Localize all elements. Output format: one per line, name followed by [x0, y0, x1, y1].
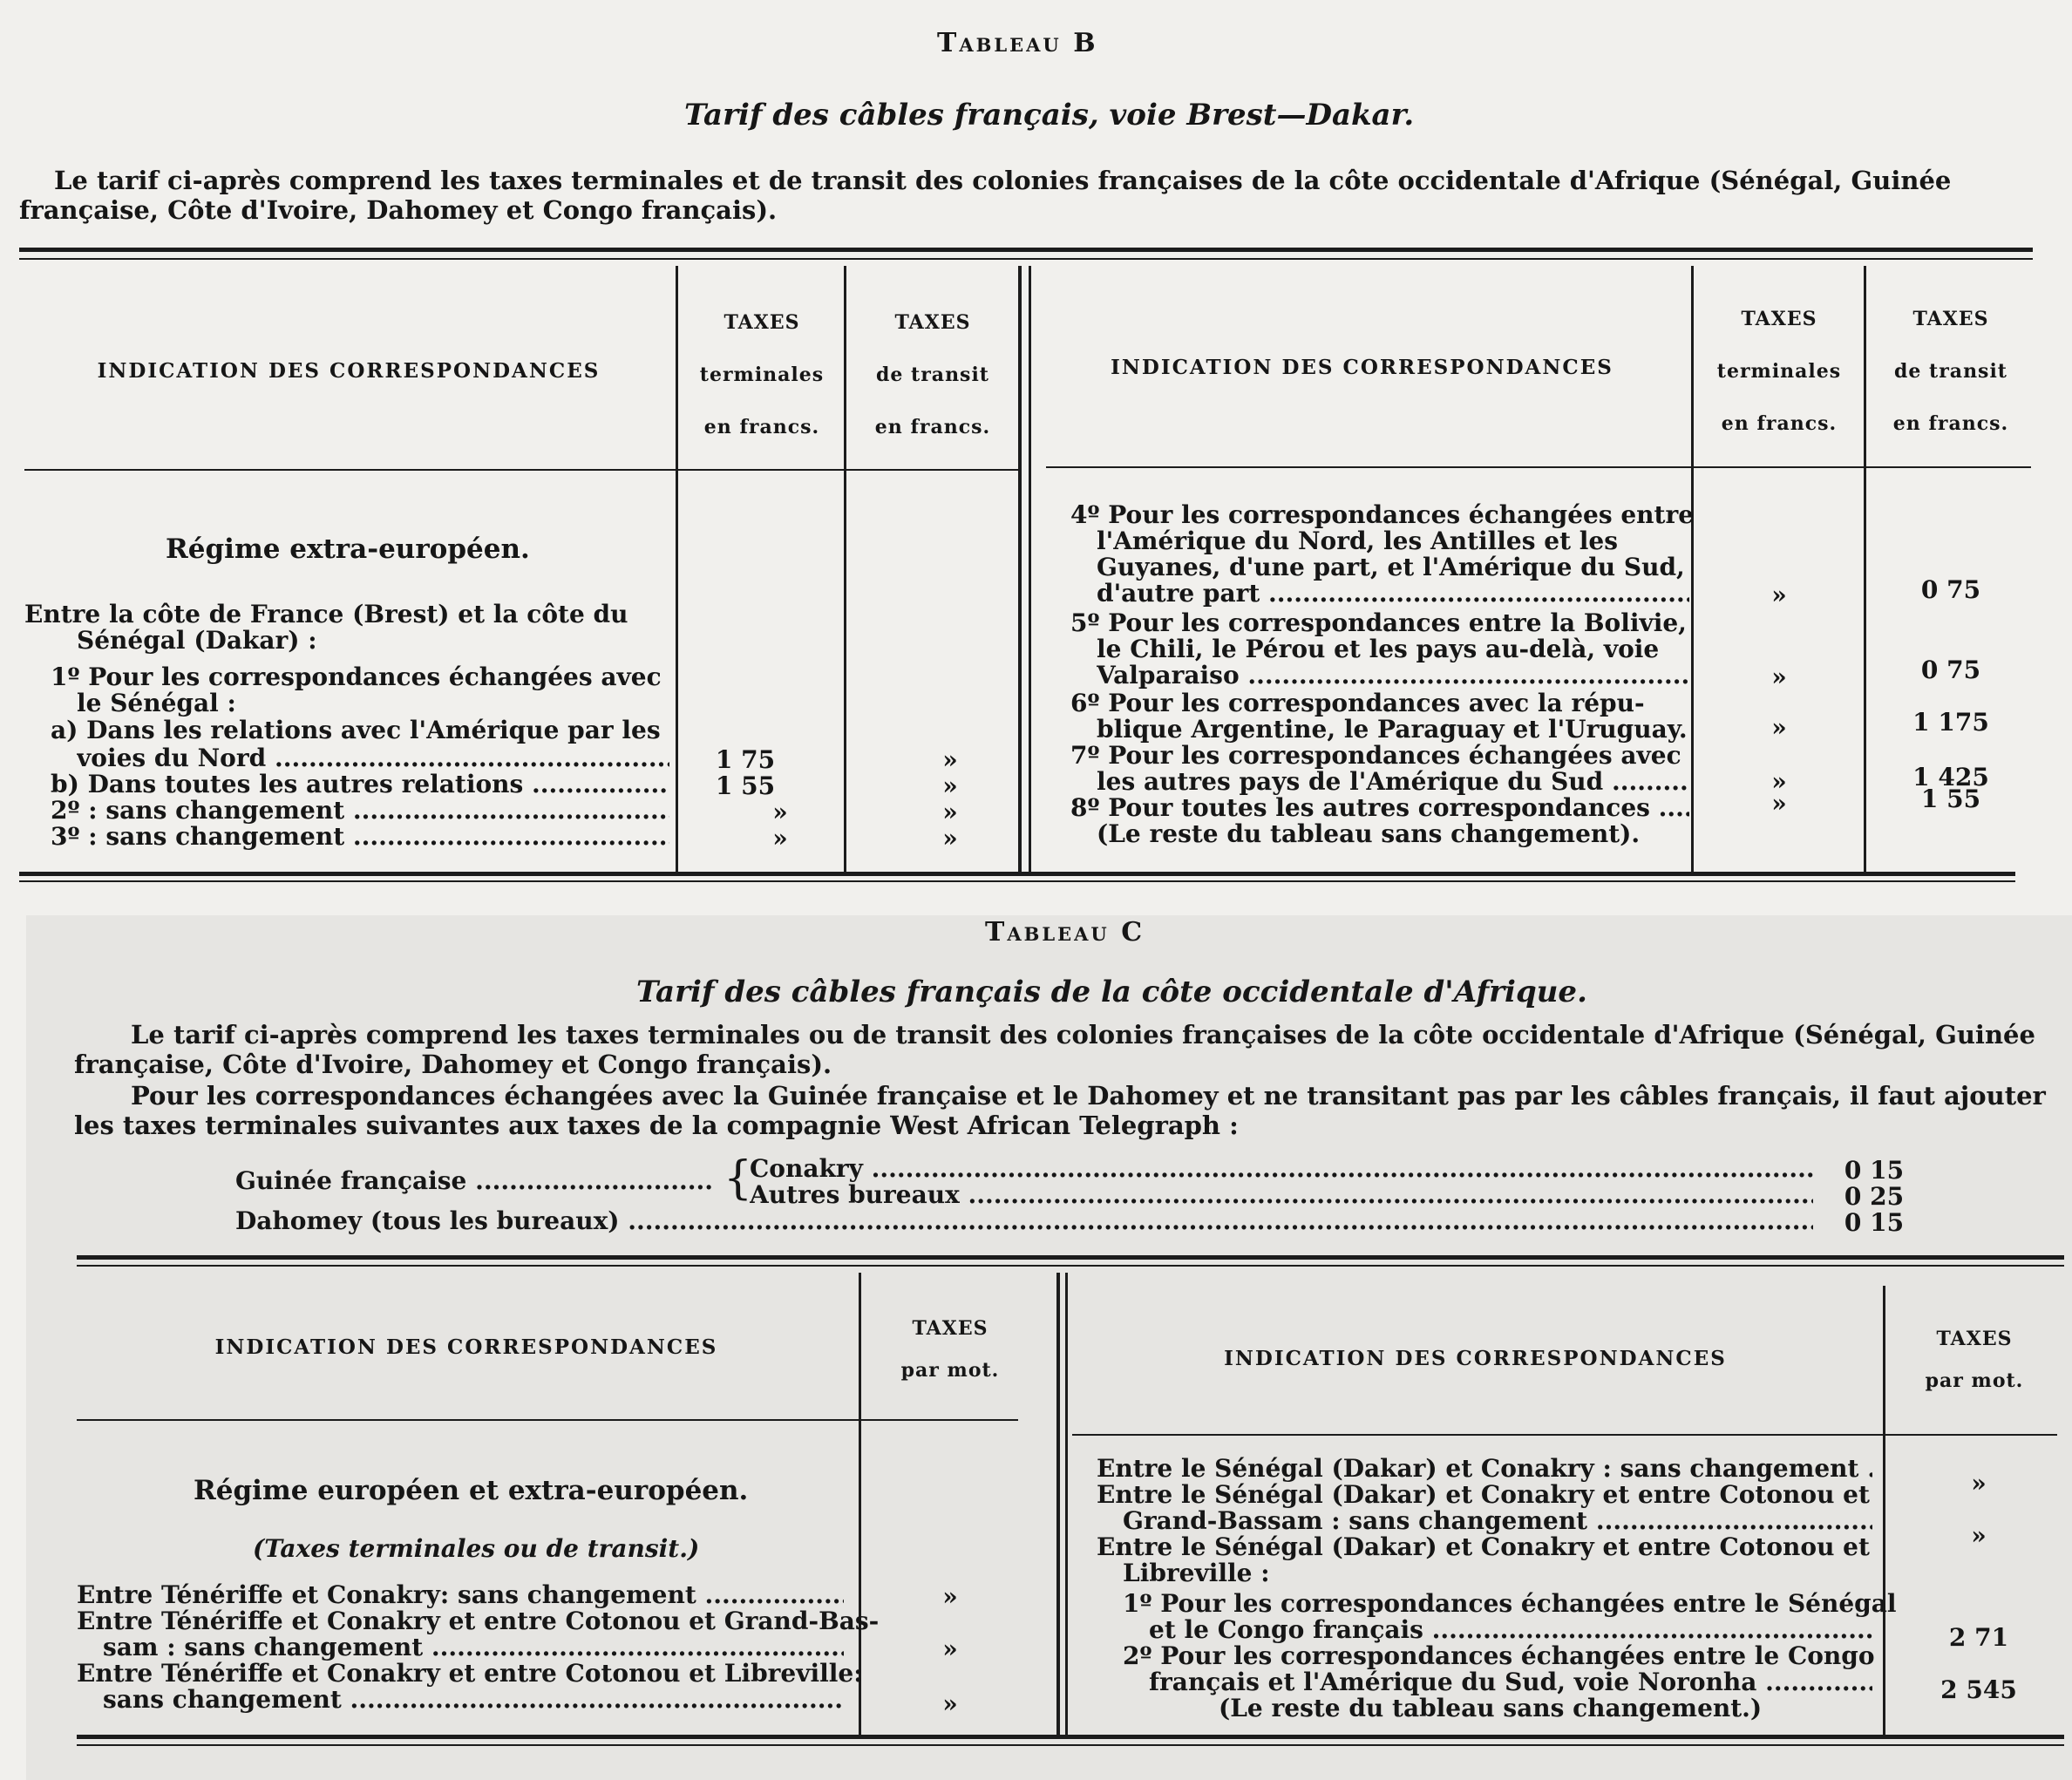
autres-row — [750, 1182, 1813, 1208]
header-line: en francs. — [703, 416, 820, 438]
header-line: de transit — [1894, 360, 2007, 383]
body-line: Libreville : — [1123, 1559, 1270, 1587]
body-line: (Le reste du tableau sans changement.) — [1219, 1694, 1763, 1722]
tableau-b-col-divider — [676, 266, 678, 872]
header-line: TAXES — [1912, 308, 1989, 330]
value-cell: » — [942, 1689, 958, 1718]
body-line: Sénégal (Dakar) : — [77, 626, 317, 655]
body-line: 5º Pour les correspondances entre la Bolivie, — [1070, 608, 1687, 637]
value-cell: » — [942, 824, 958, 853]
value-cell: » — [1771, 789, 1787, 818]
header-line: en francs. — [1721, 412, 1838, 435]
tableau-c-header-indication: INDICATION DES CORRESPONDANCES — [214, 1335, 718, 1359]
value-cell: 1 75 — [715, 745, 776, 774]
body-line: Entre le Sénégal (Dakar) et Conakry et entre Cotonou et — [1097, 1480, 1870, 1509]
body-line — [51, 824, 669, 850]
brace: { — [724, 1152, 753, 1205]
tableau-b-top-rule — [19, 248, 2033, 252]
tableau-b-subtitle: Tarif des câbles français, voie Brest—Dakar. — [684, 98, 1415, 132]
regime-heading: Régime européen et extra-européen. — [194, 1475, 749, 1506]
header-line: en francs. — [1892, 412, 2009, 435]
tableau-b-header-transit — [847, 296, 1018, 453]
tableau-b-header-terminales — [680, 296, 844, 453]
tableau-c-intro-1: Le tarif ci-après comprend les taxes terminales ou de transit des colonies françaises de la côte occidentale d'Afrique (Sénégal, Guinée française, Côte d'Ivoire, Dahomey et Congo français). — [74, 1020, 2035, 1079]
body-line-text: d'autre part — [1097, 581, 1260, 607]
tableau-b-header-indication: INDICATION DES CORRESPONDANCES — [97, 359, 601, 383]
value-cell: » — [1971, 1521, 1987, 1550]
autres-label: Autres bureaux — [750, 1182, 960, 1208]
value-cell: » — [942, 1634, 958, 1663]
extra-value: 0 15 — [1844, 1156, 1905, 1185]
tableau-c-header-rule-left — [77, 1419, 1018, 1421]
header-line: de transit — [876, 363, 989, 386]
tableau-c-title: Tableau C — [985, 917, 1145, 948]
tableau-b-header-terminales-right — [1695, 293, 1863, 450]
value-cell: 0 75 — [1920, 656, 1981, 684]
body-line — [51, 771, 669, 798]
body-line-text: voies du Nord — [77, 745, 267, 771]
conakry-row — [750, 1156, 1813, 1182]
tableau-b-header-transit-right — [1868, 293, 2034, 450]
body-line-text: et le Congo français — [1149, 1617, 1423, 1643]
tableau-c-center-divider — [1056, 1273, 1060, 1735]
body-line-text: Grand-Bassam : sans changement — [1123, 1508, 1588, 1534]
body-line — [1097, 581, 1689, 607]
body-line-text: b) Dans toutes les autres relations — [51, 771, 524, 798]
header-line: terminales — [1716, 360, 1842, 383]
tableau-b-bottom-rule — [19, 872, 2015, 876]
body-line-text: 2º : sans changement — [51, 798, 345, 824]
body-line: blique Argentine, le Paraguay et l'Uruguay. — [1097, 715, 1688, 744]
body-line-text: français et l'Amérique du Sud, voie Noronha — [1149, 1669, 1757, 1695]
body-line — [103, 1687, 844, 1713]
header-line: TAXES — [894, 311, 971, 334]
body-line-text: 3º : sans changement — [51, 824, 345, 850]
body-line — [77, 1582, 844, 1608]
header-line: TAXES — [724, 311, 800, 334]
tableau-b-top-rule-thin — [19, 258, 2033, 260]
value-cell: » — [1771, 581, 1787, 609]
tableau-c-bottom-rule-thin — [77, 1744, 2064, 1746]
body-line — [1070, 795, 1689, 821]
body-line: le Sénégal : — [77, 689, 236, 717]
body-line — [51, 798, 669, 824]
conakry-label: Conakry — [750, 1156, 863, 1182]
value-cell: » — [1771, 767, 1787, 796]
tableau-c-col-divider — [1883, 1286, 1885, 1735]
tableau-b-center-divider — [1029, 266, 1031, 872]
body-line: Entre Ténériffe et Conakry et entre Cotonou et Grand-Bas- — [77, 1607, 880, 1635]
tableau-b-col-divider — [1864, 266, 1866, 872]
body-line: Entre Ténériffe et Conakry et entre Cotonou et Libreville: — [77, 1659, 863, 1688]
value-cell: 1 425 — [1912, 763, 1989, 791]
body-line: Guyanes, d'une part, et l'Amérique du Sud, — [1097, 553, 1685, 581]
body-line: Entre le Sénégal (Dakar) et Conakry et entre Cotonou et — [1097, 1532, 1870, 1561]
value-cell: » — [942, 771, 958, 800]
body-line: l'Amérique du Nord, les Antilles et les — [1097, 527, 1618, 555]
body-line — [1123, 1508, 1872, 1534]
body-line: 1º Pour les correspondances échangées entre le Sénégal — [1123, 1589, 1897, 1618]
value-cell: » — [942, 745, 958, 774]
value-cell: » — [942, 798, 958, 826]
tableau-b-intro: Le tarif ci-après comprend les taxes terminales et de transit des colonies françaises de la côte occidentale d'Afrique (Sénégal, Guinée française, Côte d'Ivoire, Dahomey et Congo français). — [19, 166, 1952, 225]
tableau-c-header-indication-right: INDICATION DES CORRESPONDANCES — [1224, 1347, 1727, 1370]
dahomey-row — [235, 1208, 1813, 1234]
body-line: Entre la côte de France (Brest) et la côte du — [24, 600, 628, 628]
tableau-c-top-rule-thin — [77, 1265, 2064, 1267]
body-line-text: sam : sans changement — [103, 1634, 424, 1661]
body-line: 7º Pour les correspondances échangées avec — [1070, 741, 1681, 770]
value-cell: 1 175 — [1912, 708, 1989, 737]
body-line — [1097, 769, 1689, 795]
body-line: a) Dans les relations avec l'Amérique par les — [51, 716, 661, 744]
tableau-b-col-divider — [1691, 266, 1694, 872]
tableau-b-header-rule-left — [24, 469, 1018, 471]
tableau-c-header-taxes-right — [1887, 1318, 2062, 1402]
guinee-label: Guinée française — [235, 1168, 467, 1194]
body-line-text: Entre le Sénégal (Dakar) et Conakry : sans changement — [1097, 1456, 1859, 1482]
body-line — [77, 745, 669, 771]
tableau-b-bottom-rule-thin — [19, 880, 2015, 882]
dahomey-label: Dahomey (tous les bureaux) — [235, 1208, 620, 1234]
body-line: le Chili, le Pérou et les pays au-delà, voie — [1097, 635, 1660, 663]
value-cell: 2 71 — [1948, 1623, 2009, 1652]
value-cell: » — [772, 798, 788, 826]
header-line: TAXES — [912, 1317, 988, 1340]
header-line: TAXES — [1741, 308, 1817, 330]
regime-note: (Taxes terminales ou de transit.) — [253, 1534, 700, 1563]
body-line-text: les autres pays de l'Amérique du Sud — [1097, 769, 1604, 795]
tableau-c-intro-2: Pour les correspondances échangées avec la Guinée française et le Dahomey et ne transitant pas par les câbles français, il faut ajouter les taxes terminales suivantes aux taxes de la compagnie West African Telegraph : — [74, 1081, 2046, 1140]
body-line — [1097, 1456, 1872, 1482]
regime-heading: Régime extra-européen. — [166, 533, 530, 565]
value-cell: » — [772, 824, 788, 853]
extra-value: 0 25 — [1844, 1182, 1905, 1211]
header-line: par mot. — [900, 1359, 1000, 1382]
body-line-text: Valparaiso — [1097, 662, 1240, 689]
tableau-c-top-rule — [77, 1255, 2064, 1260]
tableau-c-bottom-rule — [77, 1735, 2064, 1739]
tableau-c-header-rule-right — [1072, 1434, 2057, 1436]
body-line — [1149, 1617, 1872, 1643]
body-line: 1º Pour les correspondances échangées avec — [51, 662, 662, 691]
extra-value: 0 15 — [1844, 1208, 1905, 1237]
body-line — [1149, 1669, 1872, 1695]
tableau-b-title: Tableau B — [937, 28, 1098, 58]
body-line-text: Entre Ténériffe et Conakry: sans changement — [77, 1582, 696, 1608]
value-cell: 1 55 — [1920, 785, 1981, 813]
body-line-text: 8º Pour toutes les autres correspondances — [1070, 795, 1650, 821]
header-line: TAXES — [1936, 1328, 2013, 1350]
header-line: en francs. — [874, 416, 991, 438]
tableau-b-header-indication-right: INDICATION DES CORRESPONDANCES — [1111, 356, 1613, 379]
guinee-row — [235, 1168, 715, 1194]
value-cell: 1 55 — [715, 771, 776, 800]
value-cell: » — [1971, 1469, 1987, 1498]
value-cell: » — [1771, 662, 1787, 691]
header-line: terminales — [699, 363, 825, 386]
value-cell: 2 545 — [1940, 1675, 2017, 1704]
tableau-b-header-rule-right — [1046, 466, 2031, 468]
tableau-c-header-taxes — [863, 1308, 1037, 1391]
value-cell: » — [942, 1582, 958, 1611]
value-cell: 0 75 — [1920, 575, 1981, 604]
body-line: 6º Pour les correspondances avec la répu- — [1070, 689, 1645, 717]
body-line — [1097, 662, 1689, 689]
body-line: (Le reste du tableau sans changement). — [1097, 819, 1641, 848]
header-line: par mot. — [1925, 1369, 2024, 1392]
body-line — [103, 1634, 844, 1661]
body-line: 4º Pour les correspondances échangées entre — [1070, 500, 1695, 529]
tableau-c-center-divider — [1065, 1273, 1068, 1735]
tableau-c-subtitle: Tarif des câbles français de la côte occidentale d'Afrique. — [636, 975, 1587, 1009]
body-line: 2º Pour les correspondances échangées entre le Congo — [1123, 1641, 1875, 1670]
tableau-b-col-divider — [844, 266, 846, 872]
body-line-text: sans changement — [103, 1687, 342, 1713]
value-cell: » — [1771, 713, 1787, 742]
